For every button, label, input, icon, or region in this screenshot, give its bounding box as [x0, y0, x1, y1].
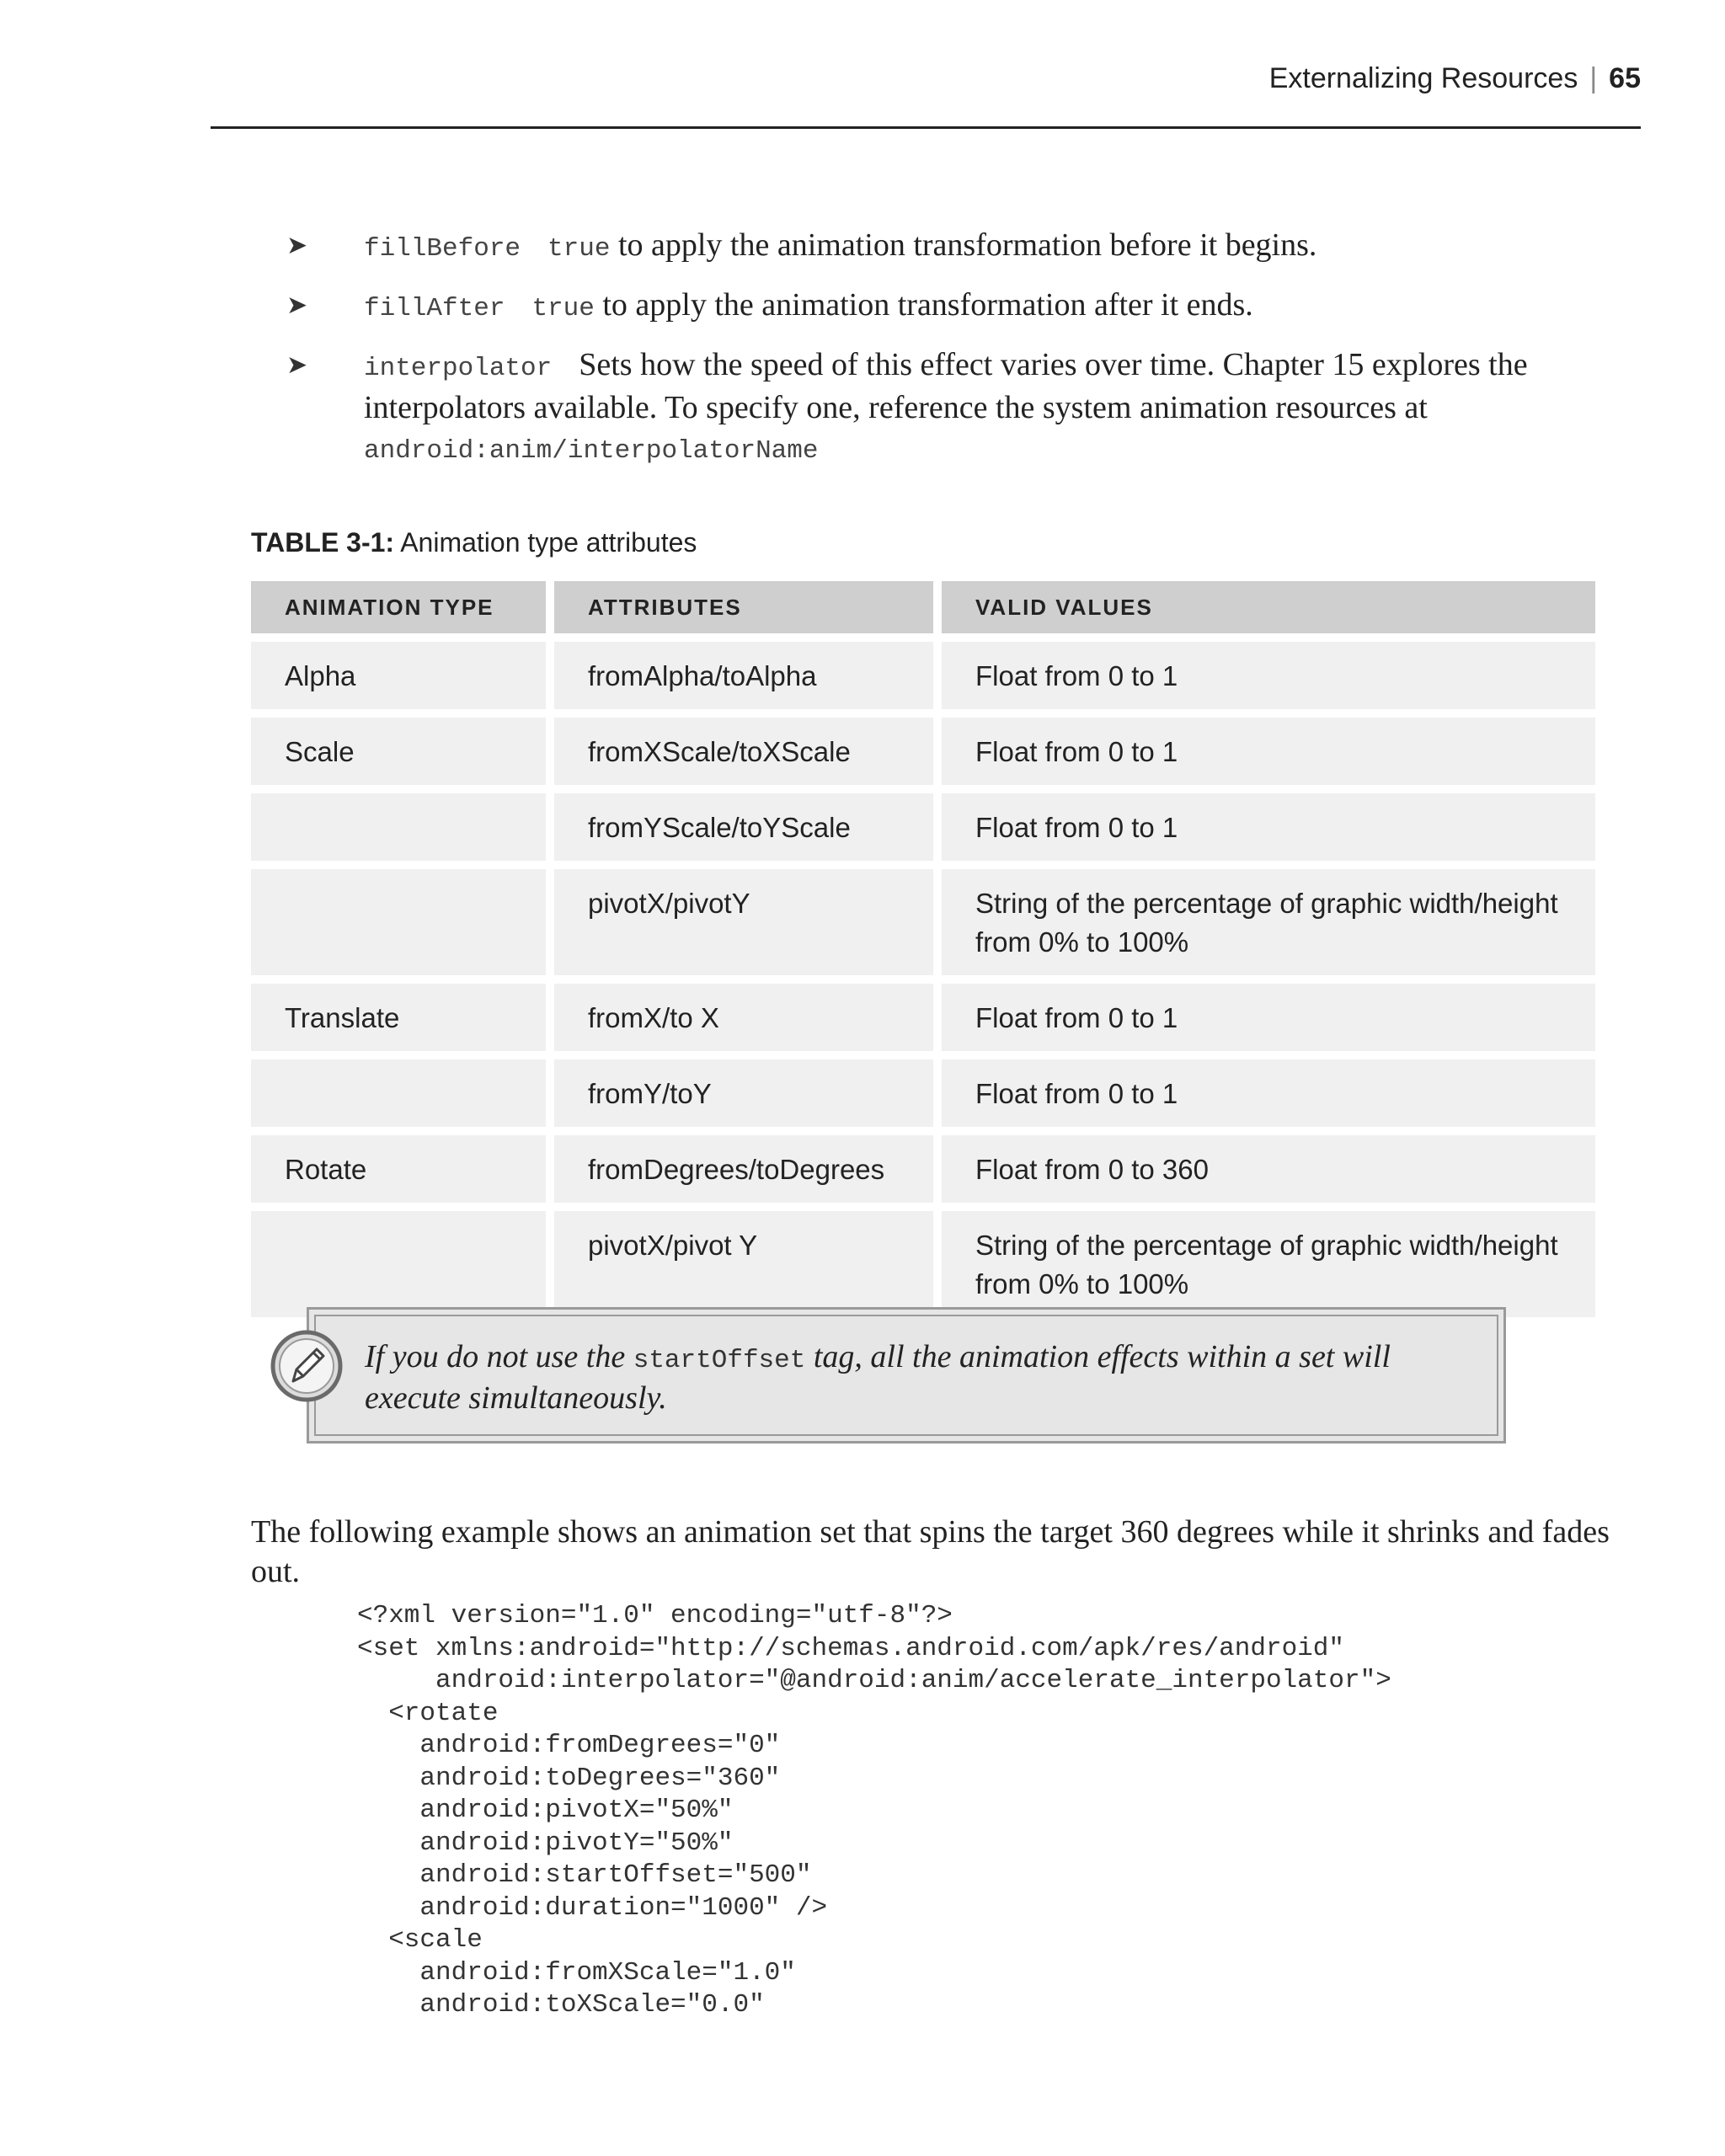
cell-attribute: fromDegrees/toDegrees: [554, 1135, 933, 1203]
table-row: [251, 1211, 1595, 1317]
cell-attribute: fromY/toY: [554, 1059, 933, 1127]
cell-valid-values: Float from 0 to 1: [942, 1059, 1595, 1127]
bullet-text: Sets how the speed of this effect varies over time. Chapter 15 explores the interpolators available. To specify one, reference the system animation resources at: [364, 347, 1528, 425]
bullet-term: interpolator: [364, 354, 553, 383]
cell-valid-values: Float from 0 to 360: [942, 1135, 1595, 1203]
cell-valid-values: Float from 0 to 1: [942, 718, 1595, 785]
pencil-icon: [268, 1327, 345, 1405]
note-text-before: If you do not use the: [365, 1339, 633, 1374]
bullet-code-value: true: [531, 294, 595, 323]
cell-attribute: pivotX/pivotY: [554, 869, 933, 975]
cell-valid-values: Float from 0 to 1: [942, 642, 1595, 709]
cell-animation-type: [251, 869, 546, 975]
animation-type-table: [243, 573, 1604, 1326]
running-head: [211, 62, 1641, 104]
note-text-after: tag, all the animation effects within a set will execute simultaneously.: [365, 1339, 1391, 1416]
example-intro-paragraph: The following example shows an animation set that spins the target 360 degrees while it shrinks and fades out.: [251, 1514, 1610, 1589]
cell-valid-values: String of the percentage of graphic width/height from 0% to 100%: [942, 1211, 1595, 1317]
arrow-bullet-icon: ➤: [286, 291, 308, 320]
page-number: 65: [1609, 62, 1641, 94]
code-line: android:pivotX="50%": [357, 1796, 734, 1825]
code-line: android:interpolator="@android:anim/accelerate_interpolator">: [357, 1666, 1391, 1695]
cell-attribute: fromXScale/toXScale: [554, 718, 933, 785]
cell-animation-type: Rotate: [251, 1135, 546, 1203]
cell-animation-type: [251, 793, 546, 861]
table-row: [251, 1059, 1595, 1127]
cell-attribute: fromAlpha/toAlpha: [554, 642, 933, 709]
code-line: <set xmlns:android="http://schemas.android.com/apk/res/android": [357, 1633, 1344, 1663]
bullet-text: to apply the animation transformation after it ends.: [602, 287, 1253, 323]
arrow-bullet-icon: ➤: [286, 231, 308, 260]
cell-animation-type: [251, 1211, 546, 1317]
code-line: android:fromDegrees="0": [357, 1731, 781, 1760]
code-line: android:pivotY="50%": [357, 1828, 734, 1858]
cell-attribute: pivotX/pivot Y: [554, 1211, 933, 1317]
cell-attribute: fromYScale/toYScale: [554, 793, 933, 861]
code-line: android:toDegrees="360": [357, 1763, 781, 1793]
bullet-fill-before: [286, 226, 1550, 269]
code-line: android:fromXScale="1.0": [357, 1957, 796, 1988]
arrow-bullet-icon: ➤: [286, 350, 308, 380]
column-header-valid-values: VALID VALUES: [942, 581, 1595, 633]
code-line: <rotate: [357, 1698, 499, 1728]
code-line: android:toXScale="0.0": [357, 1990, 765, 2020]
bullet-interpolator: [286, 345, 1550, 471]
table-row: [251, 793, 1595, 861]
cell-valid-values: Float from 0 to 1: [942, 984, 1595, 1051]
attribute-bullet-list: [286, 226, 1550, 488]
table-caption: [251, 527, 697, 558]
note-text: [365, 1338, 1460, 1417]
column-header-animation-type: ANIMATION TYPE: [251, 581, 546, 633]
bullet-term: fillAfter: [364, 294, 505, 323]
header-separator: |: [1589, 62, 1598, 94]
cell-animation-type: Translate: [251, 984, 546, 1051]
table-row: [251, 718, 1595, 785]
cell-animation-type: Alpha: [251, 642, 546, 709]
header-rule: [211, 126, 1641, 129]
cell-valid-values: String of the percentage of graphic width/height from 0% to 100%: [942, 869, 1595, 975]
table-row: [251, 869, 1595, 975]
code-line: android:duration="1000" />: [357, 1892, 828, 1923]
column-header-attributes: ATTRIBUTES: [554, 581, 933, 633]
note-code: startOffset: [633, 1346, 806, 1375]
table-row: [251, 642, 1595, 709]
table-caption-label: TABLE 3-1:: [251, 527, 395, 558]
cell-valid-values: Float from 0 to 1: [942, 793, 1595, 861]
table-row: [251, 984, 1595, 1051]
cell-attribute: fromX/to X: [554, 984, 933, 1051]
bullet-trailing-code: android:anim/interpolatorName: [364, 436, 819, 466]
section-title: Externalizing Resources: [1268, 62, 1578, 94]
note-box: [307, 1307, 1506, 1444]
bullet-fill-after: [286, 286, 1550, 328]
code-line: android:startOffset="500": [357, 1860, 812, 1890]
table-caption-text: Animation type attributes: [400, 527, 697, 558]
bullet-term: fillBefore: [364, 234, 521, 264]
bullet-text: to apply the animation transformation before it begins.: [617, 227, 1317, 263]
code-line: <scale: [357, 1925, 483, 1955]
code-line: <?xml version="1.0" encoding="utf-8"?>: [357, 1601, 953, 1630]
code-listing: [357, 1600, 1391, 2022]
table-header-row: [251, 581, 1595, 633]
cell-animation-type: Scale: [251, 718, 546, 785]
bullet-code-value: true: [547, 234, 611, 264]
table-row: [251, 1135, 1595, 1203]
cell-animation-type: [251, 1059, 546, 1127]
